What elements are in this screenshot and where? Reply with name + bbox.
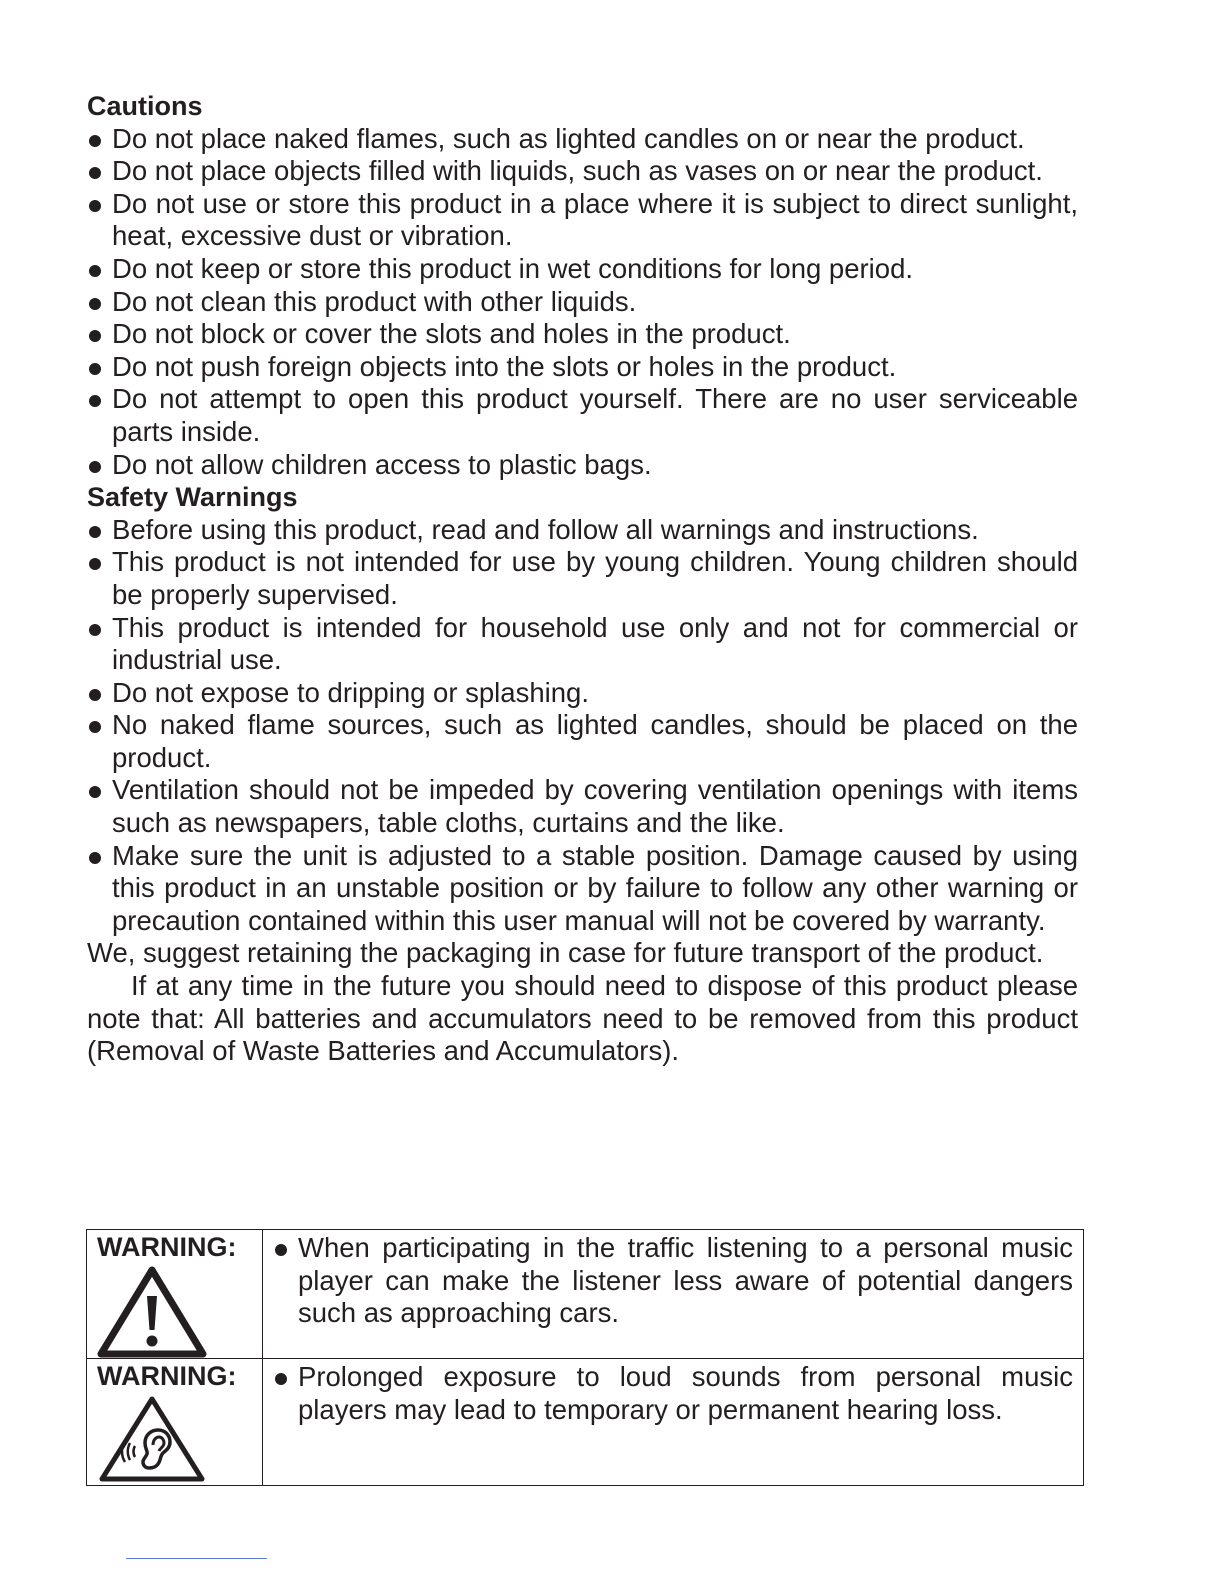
warning-label-cell: [87, 1359, 263, 1486]
warning-label: WARNING:: [97, 1232, 237, 1262]
list-item: Prolonged exposure to loud sounds from personal music players may lead to temporary or permanent hearing loss.: [273, 1361, 1073, 1426]
list-item: When participating in the traffic listening to a personal music player can make the listener less aware of potential dangers such as approaching cars.: [273, 1232, 1073, 1330]
list-item: Do not place naked flames, such as lighted candles on or near the product.: [87, 123, 1078, 156]
list-item: Do not clean this product with other liquids.: [87, 286, 1078, 319]
warning-label: WARNING:: [97, 1361, 237, 1391]
warning-text-cell: [263, 1359, 1084, 1486]
warning-list: [273, 1232, 1073, 1330]
warning-row: [87, 1359, 1084, 1486]
packaging-paragraph: We, suggest retaining the packaging in case for future transport of the product.: [87, 937, 1044, 969]
cautions-heading: Cautions: [87, 91, 203, 121]
list-item: Do not allow children access to plastic bags.: [87, 449, 1078, 482]
warning-list: [273, 1361, 1073, 1426]
list-item: Do not push foreign objects into the slots or holes in the product.: [87, 351, 1078, 384]
list-item: Make sure the unit is adjusted to a stable position. Damage caused by using this product in an unstable position or by failure to follow any other warning or precaution contained within this user manual will not be covered by warranty.: [87, 840, 1078, 938]
ear-hearing-triangle-icon: [97, 1393, 207, 1485]
warning-label-cell: [87, 1230, 263, 1359]
warning-row: [87, 1230, 1084, 1359]
exclamation-triangle-icon: [97, 1264, 207, 1358]
list-item: Before using this product, read and follow all warnings and instructions.: [87, 514, 1078, 547]
list-item: Do not keep or store this product in wet conditions for long period.: [87, 253, 1078, 286]
list-item: Do not place objects filled with liquids, such as vases on or near the product.: [87, 155, 1078, 188]
list-item: This product is intended for household use only and not for commercial or industrial use.: [87, 612, 1078, 677]
warning-text-cell: [263, 1230, 1084, 1359]
safety-warnings-list: [87, 514, 1078, 938]
list-item: Do not attempt to open this product yourself. There are no user serviceable parts inside.: [87, 383, 1078, 448]
disposal-paragraph: If at any time in the future you should need to dispose of this product please note that: All batteries and accumulators need to be removed from this product (Removal of Waste Batteries and Accumulators).: [87, 970, 1078, 1067]
list-item: Do not use or store this product in a place where it is subject to direct sunlight, heat, excessive dust or vibration.: [87, 188, 1078, 253]
cautions-list: [87, 123, 1078, 482]
list-item: Do not block or cover the slots and holes in the product.: [87, 318, 1078, 351]
document-page: [87, 90, 1078, 1068]
list-item: No naked flame sources, such as lighted candles, should be placed on the product.: [87, 709, 1078, 774]
footer-divider: [126, 1558, 267, 1559]
list-item: This product is not intended for use by young children. Young children should be properly supervised.: [87, 546, 1078, 611]
warnings-table: [86, 1229, 1084, 1486]
safety-warnings-heading: Safety Warnings: [87, 482, 298, 513]
list-item: Do not expose to dripping or splashing.: [87, 677, 1078, 710]
list-item: Ventilation should not be impeded by covering ventilation openings with items such as newspapers, table cloths, curtains and the like.: [87, 774, 1078, 839]
